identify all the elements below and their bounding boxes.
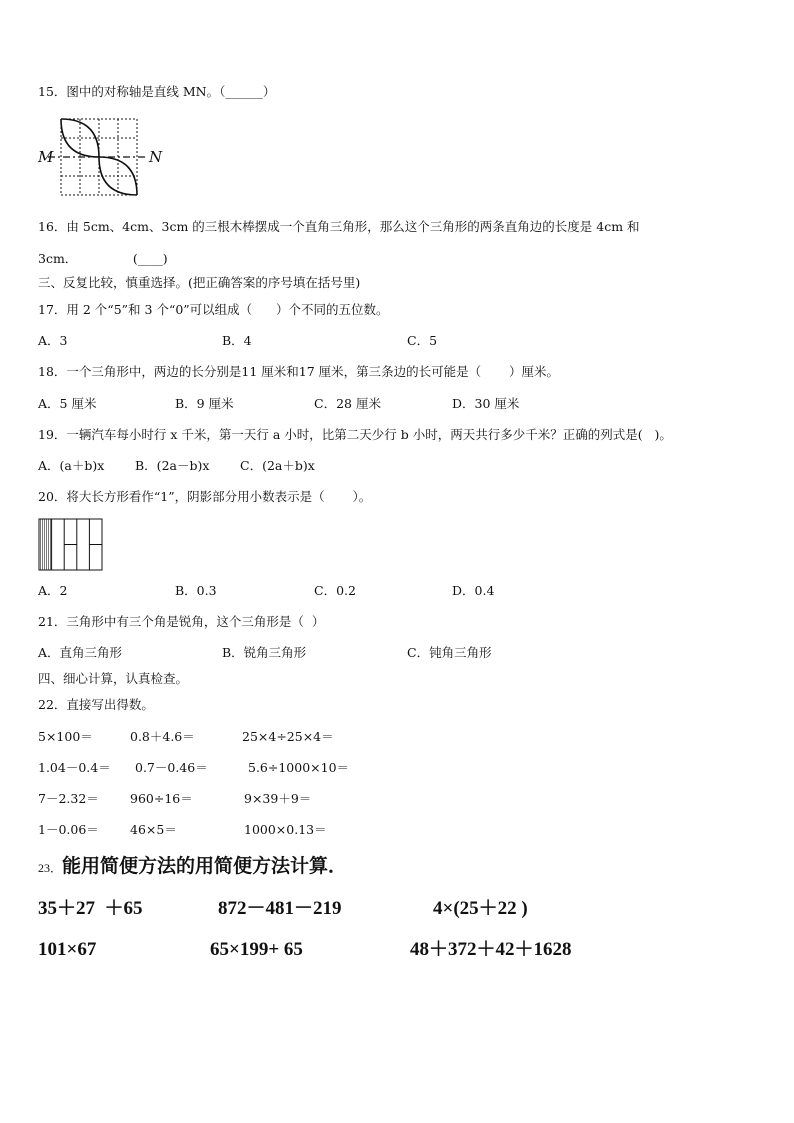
q22-r2-c3: 5.6÷1000×10＝ — [248, 760, 350, 775]
q19-option-c: C．(2a＋b)x — [240, 458, 315, 473]
q23-r2-c2: 65×199+ 65 — [210, 939, 303, 960]
q22-r4-c2: 46×5＝ — [130, 822, 177, 837]
q18-option-c: C．28 厘米 — [314, 396, 381, 411]
q23-r1-c3: 4×(25＋22 ) — [433, 898, 528, 919]
q22-r3-c3: 9×39＋9＝ — [244, 791, 312, 806]
section-3-heading: 三、反复比较，慎重选择。(把正确答案的序号填在括号里) — [38, 275, 361, 290]
q23-r2-c3: 48＋372＋42＋1628 — [410, 939, 572, 960]
section-4-heading: 四、细心计算，认真检查。 — [38, 671, 189, 686]
q22-r1-c1: 5×100＝ — [38, 729, 93, 744]
q22-r3-c2: 960÷16＝ — [130, 791, 193, 806]
q20-rectangle-figure — [38, 518, 104, 572]
q19-text: 19．一辆汽车每小时行 x 千米，第一天行 a 小时，比第二天少行 b 小时，两天共行多少千米？正确的列式是( )。 — [38, 427, 672, 442]
q22-r3-c1: 7－2.32＝ — [38, 791, 99, 806]
q19-option-a: A．(a＋b)x — [38, 458, 105, 473]
q18-text: 18．一个三角形中，两边的长分别是11 厘米和17 厘米，第三条边的长可能是（ ）厘米。 — [38, 364, 559, 379]
q22-r4-c1: 1－0.06＝ — [38, 822, 99, 837]
q23-number: 23． — [38, 861, 63, 875]
q21-text: 21．三角形中有三个角是锐角，这个三角形是（ ） — [38, 614, 325, 629]
q23-r1-c2: 872－481－219 — [218, 898, 342, 919]
q20-option-d: D．0.4 — [452, 583, 495, 598]
q20-text: 20．将大长方形看作“1”，阴影部分用小数表示是（ ）。 — [38, 489, 372, 504]
q17-option-b: B．4 — [222, 333, 252, 348]
shaded-region — [39, 519, 52, 570]
q22-r1-c3: 25×4÷25×4＝ — [242, 729, 334, 744]
q22-text: 22．直接写出得数。 — [38, 697, 154, 712]
q23-heading — [38, 855, 347, 880]
q22-r2-c2: 0.7－0.46＝ — [135, 760, 208, 775]
q18-option-b: B．9 厘米 — [175, 396, 234, 411]
q17-text: 17．用 2 个“5”和 3 个“0”可以组成（ ）个不同的五位数。 — [38, 302, 389, 317]
q18-option-d: D．30 厘米 — [452, 396, 520, 411]
q23-r2-c1: 101×67 — [38, 939, 97, 960]
q17-option-c: C．5 — [407, 333, 438, 348]
q16-line2: 3cm． (____) — [38, 251, 168, 266]
q21-option-a: A．直角三角形 — [38, 645, 123, 660]
q22-r4-c3: 1000×0.13＝ — [244, 822, 327, 837]
q19-option-b: B．(2a－b)x — [135, 458, 210, 473]
q23-title: 能用简便方法的用简便方法计算． — [62, 856, 348, 877]
q21-option-b: B．锐角三角形 — [222, 645, 307, 660]
q21-option-c: C．钝角三角形 — [407, 645, 492, 660]
q16-line1: 16．由 5cm、4cm、3cm 的三根木棒摆成一个直角三角形，那么这个三角形的两条直角边的长度是 4cm 和 — [38, 219, 640, 234]
q15-text: 15．图中的对称轴是直线 MN。（______） — [38, 84, 276, 99]
label-n: N — [149, 148, 163, 166]
q20-option-a: A．2 — [38, 583, 68, 598]
q23-r1-c1: 35＋27 ＋65 — [38, 898, 143, 919]
q15-symmetry-figure — [36, 116, 166, 198]
q20-option-c: C．0.2 — [314, 583, 356, 598]
q17-option-a: A．3 — [38, 333, 68, 348]
q18-option-a: A．5 厘米 — [38, 396, 97, 411]
q22-r1-c2: 0.8＋4.6＝ — [130, 729, 195, 744]
q22-r2-c1: 1.04－0.4＝ — [38, 760, 111, 775]
label-m: M — [38, 148, 54, 166]
q20-option-b: B．0.3 — [175, 583, 217, 598]
